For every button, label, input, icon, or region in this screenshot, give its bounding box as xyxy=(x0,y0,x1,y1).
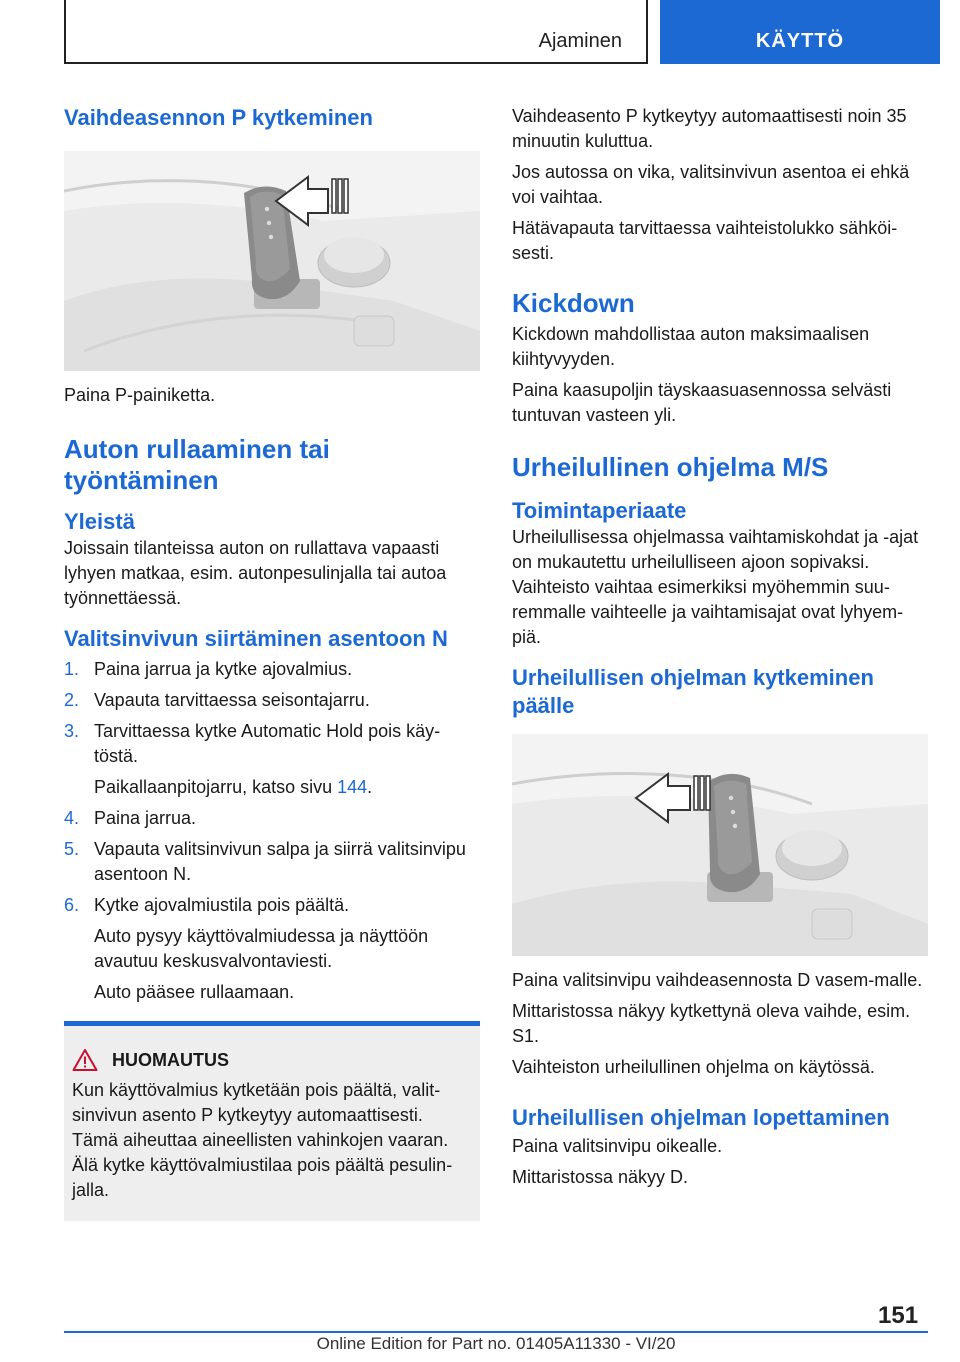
paragraph-deactivate-1: Paina valitsinvipu oikealle. xyxy=(512,1136,723,1156)
step-text: Paina jarrua ja kytke ajovalmius. xyxy=(94,659,353,679)
paragraph-activate-3: Vaihteiston urheilullinen ohjelma on käytössä. xyxy=(512,1057,875,1077)
heading-activate-sport: Urheilullisen ohjelman kytkeminen päälle xyxy=(512,665,874,718)
paragraph-kickdown-2: Paina kaasupoljin täyskaasuasennossa selvästi tuntuvan vasteen yli. xyxy=(512,380,892,425)
gear-selector-illustration-sport xyxy=(512,734,928,956)
notice-text: Kun käyttövalmius kytketään pois päältä, valit‐sinvivun asento P kytkeytyy automaattisesti. Tämä aiheuttaa aineellisten vahinkojen vaaran. Älä kytke käyttövalmiustilaa pois päältä pesulin‐jalla. xyxy=(72,1080,453,1200)
paragraph-emergency-release: Hätävapauta tarvittaessa vaihteistolukko sähköi‐sesti. xyxy=(512,218,898,263)
list-item xyxy=(64,837,480,887)
paragraph-principle: Urheilullisessa ohjelmassa vaihtamiskohdat ja -ajat on mukautettu urheilulliseen ajoon sopivaksi. Vaihteisto vaihtaa esimerkiksi myöhemmin suu‐remmalle vaihteelle ja vaihtamisajat ovat lyhyem‐piä. xyxy=(512,527,919,647)
gear-selector-illustration-p xyxy=(64,151,480,371)
heading-rolling: Auton rullaaminen tai työntäminen xyxy=(64,434,330,495)
header-section-title: Ajaminen xyxy=(538,30,622,52)
step-text: Kytke ajovalmiustila pois päältä. xyxy=(94,895,350,915)
step-number: 1. xyxy=(64,659,80,679)
notice-box xyxy=(64,1021,480,1221)
heading-general: Yleistä xyxy=(64,509,135,534)
step-number: 5. xyxy=(64,839,80,859)
notice-header xyxy=(72,1048,470,1072)
header-chapter-title: KÄYTTÖ xyxy=(755,30,845,52)
paragraph-auto-p: Vaihdeasento P kytkeytyy automaattisesti noin 35 minuutin kuluttua. xyxy=(512,106,907,151)
paragraph-general: Joissain tilanteissa auton on rullattava vapaasti lyhyen matkaa, esim. autonpesulinjalla tai autoa työnnettäessä. xyxy=(64,538,447,608)
paragraph-deactivate-2: Mittaristossa näkyy D. xyxy=(512,1167,689,1187)
heading-sport-program: Urheilullinen ohjelma M/S xyxy=(512,452,829,482)
paragraph-activate-1: Paina valitsinvipu vaihdeasennosta D vasem‐malle. xyxy=(512,970,923,990)
list-item xyxy=(64,719,480,769)
header-section-box xyxy=(64,0,648,64)
steps-list-continued xyxy=(64,806,480,918)
step-number: 6. xyxy=(64,895,80,915)
list-item xyxy=(64,688,480,713)
step-number: 3. xyxy=(64,721,80,741)
step3-note xyxy=(64,775,480,800)
heading-principle: Toimintaperiaate xyxy=(512,498,687,523)
footer-divider xyxy=(64,1331,928,1333)
step-text: Vapauta tarvittaessa seisontajarru. xyxy=(94,690,370,710)
list-item xyxy=(64,657,480,682)
warning-triangle-icon xyxy=(72,1048,98,1072)
list-item xyxy=(64,806,480,831)
list-item xyxy=(64,893,480,918)
step-number: 4. xyxy=(64,808,80,828)
left-column xyxy=(64,98,480,1221)
step-text: Paina jarrua. xyxy=(94,808,197,828)
heading-deactivate-sport: Urheilullisen ohjelman lopettaminen xyxy=(512,1105,890,1130)
step-text: Tarvittaessa kytke Automatic Hold pois käy‐töstä. xyxy=(94,721,441,766)
step3-note-suffix: . xyxy=(367,777,373,797)
paragraph-activate-2: Mittaristossa näkyy kytkettynä oleva vaihde, esim. S1. xyxy=(512,1001,911,1046)
heading-kickdown: Kickdown xyxy=(512,288,635,318)
page-link-144[interactable]: 144 xyxy=(337,777,368,797)
heading-p-engage: Vaihdeasennon P kytkeminen xyxy=(64,105,373,130)
step-number: 2. xyxy=(64,690,80,710)
step3-note-text: Paikallaanpitojarru, katso sivu xyxy=(94,777,338,797)
header-chapter-box xyxy=(660,0,940,64)
right-column xyxy=(512,98,928,1190)
heading-move-to-n: Valitsinvivun siirtäminen asentoon N xyxy=(64,626,448,651)
steps-list xyxy=(64,657,480,769)
page-number: 151 xyxy=(878,1302,919,1329)
paragraph-fault: Jos autossa on vika, valitsinvivun asentoa ei ehkä voi vaihtaa. xyxy=(512,162,910,207)
footer-edition: Online Edition for Part no. 01405A11330 - VI/20 xyxy=(316,1334,676,1353)
step6-note-1: Auto pysyy käyttövalmiudessa ja näyttöön avautuu keskusvalvontaviesti. xyxy=(94,926,429,971)
notice-title: HUOMAUTUS xyxy=(112,1049,229,1070)
paragraph-kickdown-1: Kickdown mahdollistaa auton maksimaalisen kiihtyvyyden. xyxy=(512,324,870,369)
step-text: Vapauta valitsinvivun salpa ja siirrä valitsinvipu asentoon N. xyxy=(94,839,466,884)
instruction-press-p: Paina P-painiketta. xyxy=(64,385,216,405)
step6-note-2: Auto pääsee rullaamaan. xyxy=(94,982,295,1002)
